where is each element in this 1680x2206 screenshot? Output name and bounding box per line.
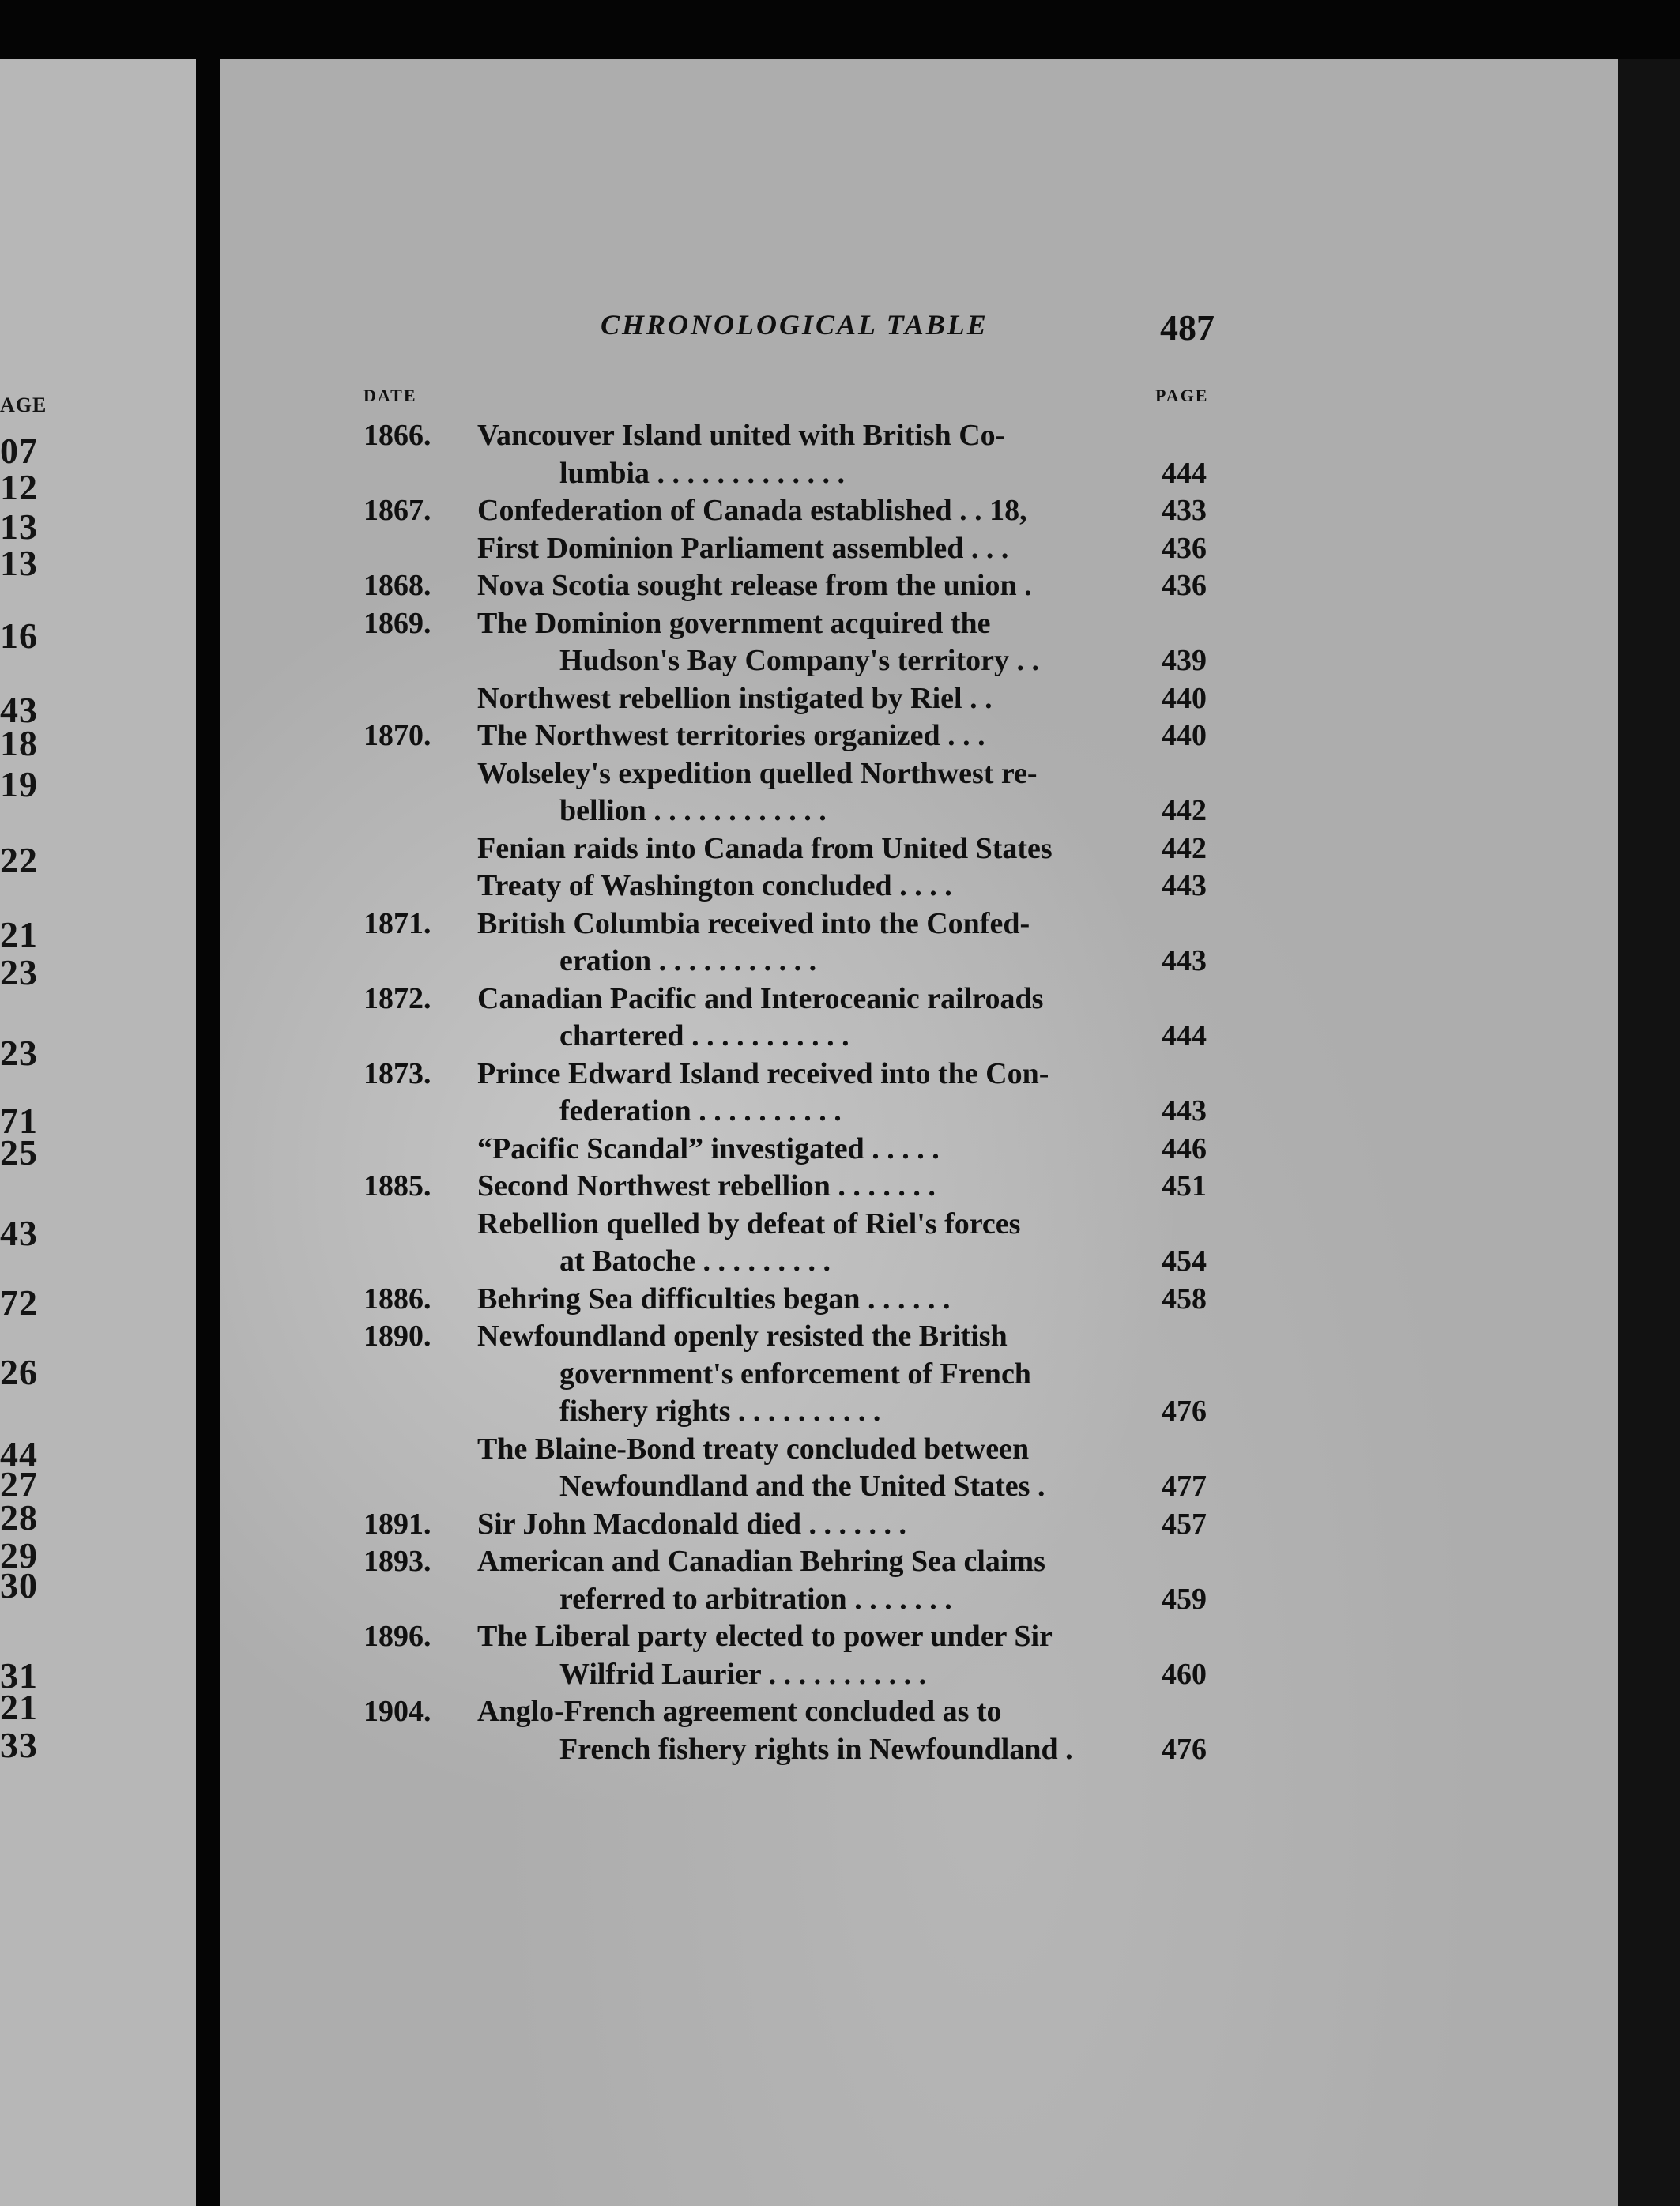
left-page-number-fragment: 22 (0, 840, 38, 880)
entry-page-number: 443 (1162, 1094, 1207, 1127)
entry-page-number: 444 (1162, 456, 1207, 490)
running-head: CHRONOLOGICAL TABLE (601, 309, 989, 341)
entry-text-line: Rebellion quelled by defeat of Riel's forces (477, 1207, 1021, 1240)
entry-text-line: Prince Edward Island received into the Con- (477, 1056, 1049, 1090)
entry-page-number: 436 (1162, 569, 1207, 602)
left-page-number-fragment: AGE (0, 393, 47, 416)
entry-page-number: 444 (1162, 1019, 1207, 1052)
left-page-number-fragment: 29 (0, 1535, 38, 1575)
entry-page-number: 477 (1162, 1470, 1207, 1503)
entry-year: 1896. (363, 1620, 431, 1653)
entry-year: 1886. (363, 1282, 431, 1316)
entry-year: 1893. (363, 1545, 431, 1578)
entry-text-line: Fenian raids into Canada from United States (477, 831, 1053, 865)
entry-year: 1869. (363, 606, 431, 640)
entry-page-number: 436 (1162, 531, 1207, 565)
entry-text-line: The Dominion government acquired the (477, 606, 991, 640)
entry-text-line: chartered . . . . . . . . . . . (559, 1019, 849, 1052)
entry-text-line: Northwest rebellion instigated by Riel . . (477, 681, 993, 715)
entry-year: 1885. (363, 1169, 431, 1203)
left-page-number-fragment: 18 (0, 723, 38, 763)
left-page-number-fragment: 13 (0, 506, 38, 547)
left-page-number-fragment: 07 (0, 431, 38, 471)
entry-text-line: Newfoundland and the United States . (559, 1470, 1045, 1503)
entry-page-number: 440 (1162, 681, 1207, 715)
left-page-number-fragment: 44 (0, 1434, 38, 1474)
page-number: 487 (1160, 307, 1215, 348)
entry-text-line: Treaty of Washington concluded . . . . (477, 869, 952, 902)
entry-text-line: French fishery rights in Newfoundland . (559, 1732, 1073, 1766)
left-page-fragment (0, 59, 196, 2206)
left-page-number-fragment: 27 (0, 1464, 38, 1504)
entry-text-line: Canadian Pacific and Interoceanic railroads (477, 981, 1044, 1015)
entry-page-number: 443 (1162, 944, 1207, 977)
entry-text-line: The Liberal party elected to power under Sir (477, 1620, 1053, 1653)
entry-page-number: 476 (1162, 1732, 1207, 1766)
entry-year: 1873. (363, 1056, 431, 1090)
entry-text-line: “Pacific Scandal” investigated . . . . . (477, 1131, 940, 1165)
left-page-number-fragment: 13 (0, 543, 38, 583)
left-page-number-fragment: 26 (0, 1352, 38, 1392)
entry-text-line: Vancouver Island united with British Co- (477, 419, 1006, 452)
entry-page-number: 460 (1162, 1657, 1207, 1691)
page-edge-shadow (1618, 59, 1680, 2206)
entry-year: 1866. (363, 419, 431, 452)
left-page-number-fragment: 16 (0, 615, 38, 656)
entry-text-line: British Columbia received into the Confed- (477, 906, 1030, 940)
left-page-number-fragment: 33 (0, 1725, 38, 1765)
entry-page-number: 454 (1162, 1244, 1207, 1278)
entry-page-number: 451 (1162, 1169, 1207, 1203)
entry-text-line: lumbia . . . . . . . . . . . . . (559, 456, 846, 490)
left-page-number-fragment: 19 (0, 764, 38, 804)
entry-text-line: government's enforcement of French (559, 1357, 1031, 1391)
entry-page-number: 446 (1162, 1131, 1207, 1165)
left-page-number-fragment: 31 (0, 1655, 38, 1696)
entry-text-line: First Dominion Parliament assembled . . . (477, 531, 1009, 565)
entry-text-line: Hudson's Bay Company's territory . . (559, 644, 1039, 677)
left-page-number-fragment: 23 (0, 1033, 38, 1073)
entry-text-line: The Blaine-Bond treaty concluded between (477, 1432, 1030, 1466)
entry-text-line: at Batoche . . . . . . . . . (559, 1244, 831, 1278)
left-page-number-fragment: 72 (0, 1282, 38, 1323)
entry-year: 1871. (363, 906, 431, 940)
entry-text-line: bellion . . . . . . . . . . . . (559, 794, 827, 827)
left-page-number-fragment: 21 (0, 914, 38, 954)
left-page-number-fragment: 30 (0, 1565, 38, 1606)
entry-text-line: Second Northwest rebellion . . . . . . . (477, 1169, 936, 1203)
entry-text-line: American and Canadian Behring Sea claims (477, 1545, 1045, 1578)
entry-text-line: Behring Sea difficulties began . . . . . . (477, 1282, 951, 1316)
entry-page-number: 440 (1162, 719, 1207, 752)
entry-text-line: eration . . . . . . . . . . . (559, 944, 817, 977)
entry-text-line: Sir John Macdonald died . . . . . . . (477, 1507, 907, 1541)
date-column-label: DATE (363, 386, 417, 405)
entry-text-line: fishery rights . . . . . . . . . . (559, 1395, 881, 1428)
left-page-number-fragment: 25 (0, 1132, 38, 1173)
entry-year: 1867. (363, 494, 431, 527)
entry-year: 1891. (363, 1507, 431, 1541)
entry-year: 1904. (363, 1695, 431, 1728)
entry-year: 1872. (363, 981, 431, 1015)
entry-year: 1868. (363, 569, 431, 602)
entry-page-number: 459 (1162, 1582, 1207, 1616)
entry-page-number: 476 (1162, 1395, 1207, 1428)
entry-text-line: federation . . . . . . . . . . (559, 1094, 842, 1127)
entry-page-number: 442 (1162, 794, 1207, 827)
left-page-number-fragment: 23 (0, 952, 38, 992)
entry-year: 1870. (363, 719, 431, 752)
entry-page-number: 458 (1162, 1282, 1207, 1316)
entry-text-line: The Northwest territories organized . . . (477, 719, 985, 752)
entry-text-line: Confederation of Canada established . . 18, (477, 494, 1027, 527)
entry-text-line: referred to arbitration . . . . . . . (559, 1582, 952, 1616)
entry-text-line: Wolseley's expedition quelled Northwest re- (477, 756, 1038, 790)
left-page-number-fragment: 43 (0, 1213, 38, 1253)
entry-page-number: 443 (1162, 869, 1207, 902)
entry-text-line: Nova Scotia sought release from the union . (477, 569, 1032, 602)
left-page-number-fragment: 43 (0, 690, 38, 730)
left-page-number-fragment: 71 (0, 1101, 38, 1141)
entry-page-number: 439 (1162, 644, 1207, 677)
entry-page-number: 433 (1162, 494, 1207, 527)
left-page-number-fragment: 28 (0, 1497, 38, 1538)
entry-text-line: Wilfrid Laurier . . . . . . . . . . . (559, 1657, 927, 1691)
left-page-number-fragment: 12 (0, 467, 38, 507)
left-page-number-fragment: 21 (0, 1687, 38, 1727)
entry-text-line: Anglo-French agreement concluded as to (477, 1695, 1002, 1728)
page-column-label: PAGE (1155, 386, 1209, 405)
entry-text-line: Newfoundland openly resisted the British (477, 1319, 1008, 1353)
entry-page-number: 442 (1162, 831, 1207, 865)
entry-page-number: 457 (1162, 1507, 1207, 1541)
entry-year: 1890. (363, 1319, 431, 1353)
